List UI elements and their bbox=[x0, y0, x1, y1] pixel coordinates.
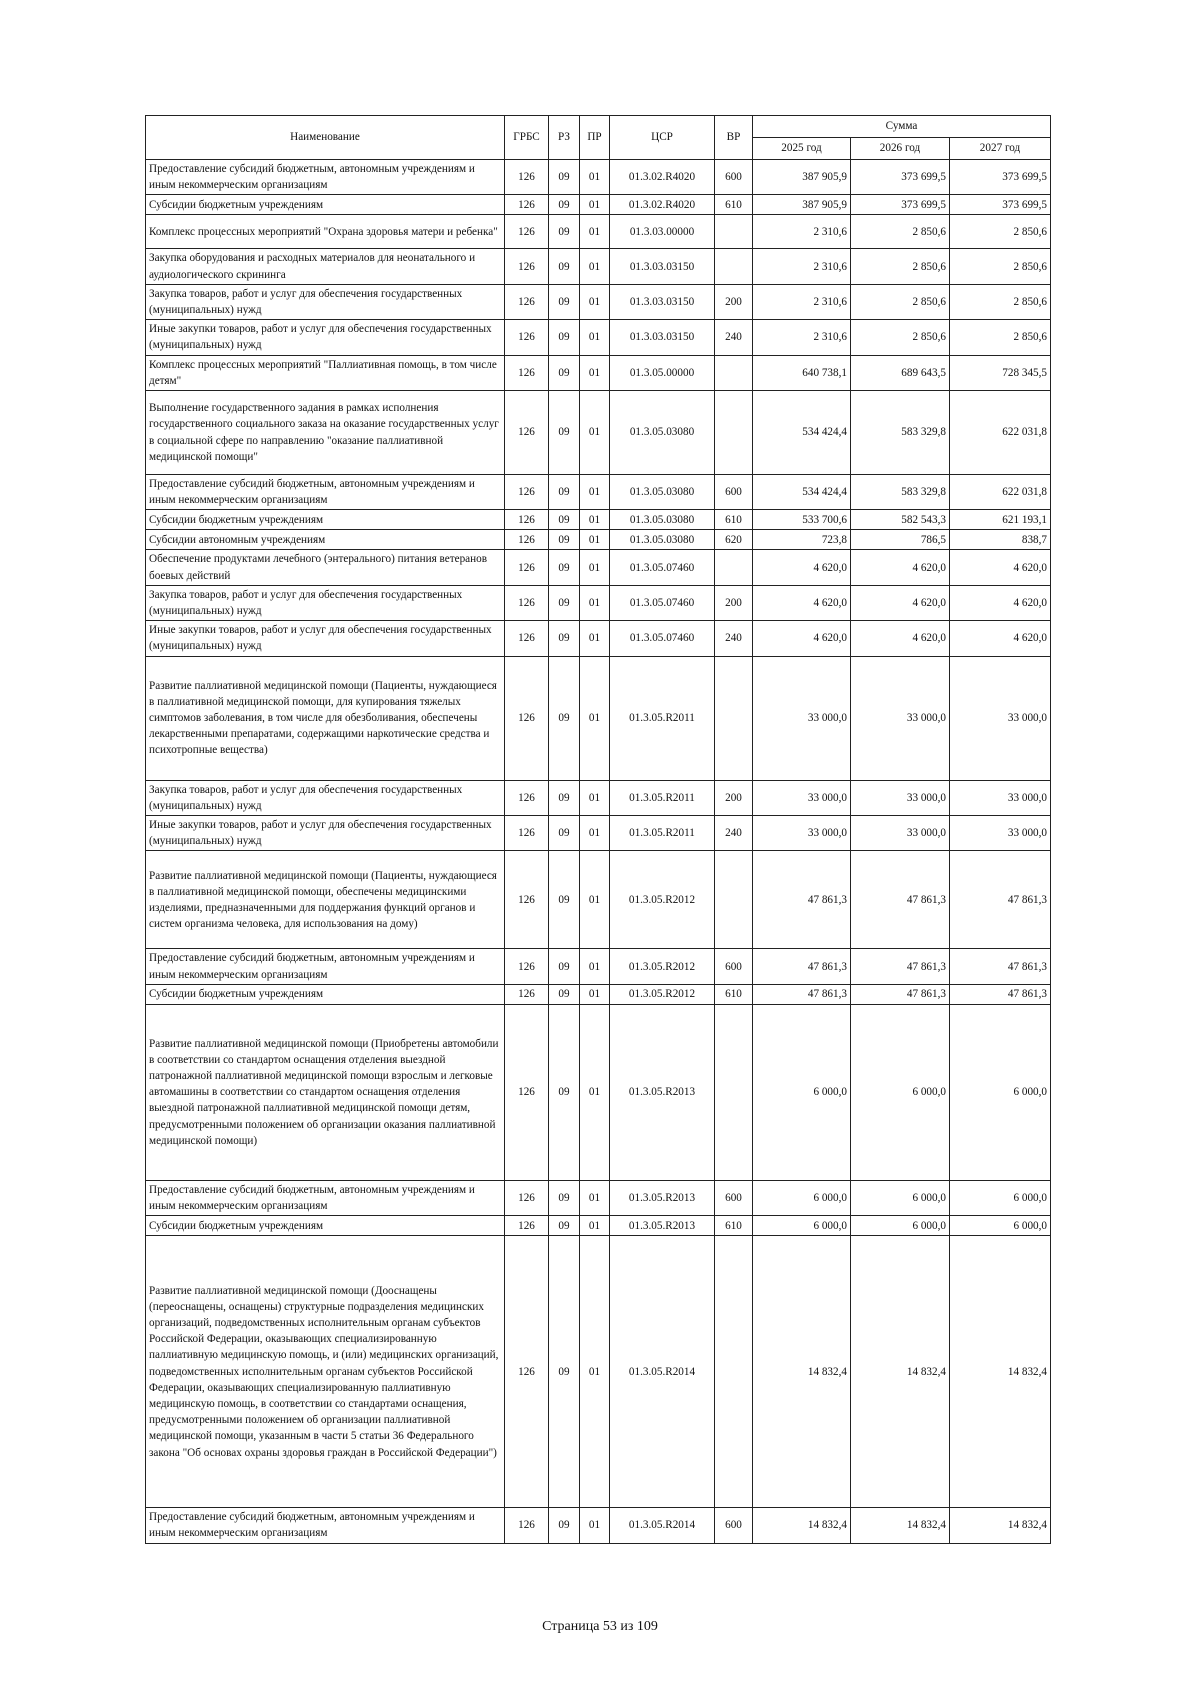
cell-2027: 2 850,6 bbox=[950, 215, 1051, 249]
table-row bbox=[146, 621, 1051, 656]
cell-2027: 6 000,0 bbox=[950, 1180, 1051, 1215]
cell-rz: 09 bbox=[549, 621, 580, 656]
cell-pr: 01 bbox=[580, 320, 610, 355]
cell-name: Субсидии автономным учреждениям bbox=[146, 530, 505, 550]
cell-vr: 610 bbox=[715, 984, 753, 1004]
cell-2025: 4 620,0 bbox=[753, 585, 851, 620]
table-row bbox=[146, 1216, 1051, 1236]
cell-2025: 14 832,4 bbox=[753, 1508, 851, 1543]
cell-vr: 600 bbox=[715, 160, 753, 195]
cell-name: Предоставление субсидий бюджетным, автономным учреждениям и иным некоммерческим организациям bbox=[146, 1508, 505, 1543]
table-row bbox=[146, 284, 1051, 319]
cell-2026: 582 543,3 bbox=[851, 510, 950, 530]
cell-name: Закупка оборудования и расходных материалов для неонатального и аудиологического скрининга bbox=[146, 249, 505, 284]
cell-rz: 09 bbox=[549, 215, 580, 249]
cell-2025: 6 000,0 bbox=[753, 1004, 851, 1180]
cell-csr: 01.3.05.R2012 bbox=[610, 851, 715, 949]
header-pr: ПР bbox=[580, 116, 610, 160]
cell-2025: 4 620,0 bbox=[753, 621, 851, 656]
cell-vr: 610 bbox=[715, 1216, 753, 1236]
table-row bbox=[146, 475, 1051, 510]
cell-grbs: 126 bbox=[505, 1004, 549, 1180]
cell-2026: 373 699,5 bbox=[851, 195, 950, 215]
cell-2026: 14 832,4 bbox=[851, 1508, 950, 1543]
cell-name: Обеспечение продуктами лечебного (энтерального) питания ветеранов боевых действий bbox=[146, 550, 505, 585]
cell-2025: 640 738,1 bbox=[753, 355, 851, 390]
cell-csr: 01.3.05.R2014 bbox=[610, 1236, 715, 1508]
cell-name: Субсидии бюджетным учреждениям bbox=[146, 984, 505, 1004]
table-row bbox=[146, 249, 1051, 284]
cell-grbs: 126 bbox=[505, 949, 549, 984]
cell-rz: 09 bbox=[549, 160, 580, 195]
cell-2027: 33 000,0 bbox=[950, 780, 1051, 815]
cell-2025: 534 424,4 bbox=[753, 391, 851, 475]
cell-csr: 01.3.05.07460 bbox=[610, 550, 715, 585]
cell-2026: 2 850,6 bbox=[851, 249, 950, 284]
cell-name: Развитие паллиативной медицинской помощи (Пациенты, нуждающиеся в паллиативной медицинской помощи, для купирования тяжелых симптомов заболевания, в том числе для обезболивания, обеспечены лекарственными препаратами, содержащими наркотические средства и психотропные вещества) bbox=[146, 656, 505, 780]
table-row bbox=[146, 550, 1051, 585]
table-row bbox=[146, 215, 1051, 249]
cell-csr: 01.3.05.00000 bbox=[610, 355, 715, 390]
cell-2026: 6 000,0 bbox=[851, 1004, 950, 1180]
cell-2027: 4 620,0 bbox=[950, 621, 1051, 656]
table-row bbox=[146, 160, 1051, 195]
cell-2025: 6 000,0 bbox=[753, 1180, 851, 1215]
table-row bbox=[146, 656, 1051, 780]
cell-csr: 01.3.02.R4020 bbox=[610, 195, 715, 215]
cell-2025: 534 424,4 bbox=[753, 475, 851, 510]
table-row bbox=[146, 780, 1051, 815]
cell-vr: 600 bbox=[715, 949, 753, 984]
cell-2027: 622 031,8 bbox=[950, 391, 1051, 475]
cell-csr: 01.3.05.R2013 bbox=[610, 1004, 715, 1180]
cell-2025: 47 861,3 bbox=[753, 851, 851, 949]
cell-2025: 2 310,6 bbox=[753, 215, 851, 249]
cell-name: Комплекс процессных мероприятий "Паллиативная помощь, в том числе детям" bbox=[146, 355, 505, 390]
cell-2025: 723,8 bbox=[753, 530, 851, 550]
cell-2027: 4 620,0 bbox=[950, 585, 1051, 620]
cell-pr: 01 bbox=[580, 780, 610, 815]
cell-name: Закупка товаров, работ и услуг для обеспечения государственных (муниципальных) нужд bbox=[146, 585, 505, 620]
cell-pr: 01 bbox=[580, 621, 610, 656]
cell-pr: 01 bbox=[580, 215, 610, 249]
cell-2025: 33 000,0 bbox=[753, 656, 851, 780]
cell-pr: 01 bbox=[580, 1216, 610, 1236]
cell-rz: 09 bbox=[549, 320, 580, 355]
cell-grbs: 126 bbox=[505, 530, 549, 550]
cell-vr: 200 bbox=[715, 780, 753, 815]
cell-grbs: 126 bbox=[505, 160, 549, 195]
cell-2025: 2 310,6 bbox=[753, 249, 851, 284]
cell-vr: 200 bbox=[715, 585, 753, 620]
cell-vr: 600 bbox=[715, 1180, 753, 1215]
cell-grbs: 126 bbox=[505, 320, 549, 355]
cell-2027: 33 000,0 bbox=[950, 656, 1051, 780]
cell-name: Развитие паллиативной медицинской помощи (Пациенты, нуждающиеся в паллиативной медицинской помощи, обеспечены медицинскими изделиями, предназначенными для поддержания функций органов и систем организма человека, для использования на дому) bbox=[146, 851, 505, 949]
cell-csr: 01.3.05.R2013 bbox=[610, 1216, 715, 1236]
cell-vr bbox=[715, 1004, 753, 1180]
cell-name: Выполнение государственного задания в рамках исполнения государственного социального заказа на оказание государственных услуг в социальной сфере по направлению "оказание паллиативной медицинской помощи" bbox=[146, 391, 505, 475]
cell-csr: 01.3.03.03150 bbox=[610, 249, 715, 284]
cell-grbs: 126 bbox=[505, 656, 549, 780]
cell-pr: 01 bbox=[580, 355, 610, 390]
cell-2025: 14 832,4 bbox=[753, 1236, 851, 1508]
table-body bbox=[146, 160, 1051, 1544]
cell-2026: 689 643,5 bbox=[851, 355, 950, 390]
cell-csr: 01.3.03.00000 bbox=[610, 215, 715, 249]
table-row bbox=[146, 1180, 1051, 1215]
cell-name: Предоставление субсидий бюджетным, автономным учреждениям и иным некоммерческим организациям bbox=[146, 1180, 505, 1215]
cell-2025: 47 861,3 bbox=[753, 949, 851, 984]
cell-rz: 09 bbox=[549, 780, 580, 815]
table-row bbox=[146, 391, 1051, 475]
cell-vr: 600 bbox=[715, 1508, 753, 1543]
cell-pr: 01 bbox=[580, 816, 610, 851]
cell-csr: 01.3.05.R2011 bbox=[610, 816, 715, 851]
cell-csr: 01.3.05.R2012 bbox=[610, 949, 715, 984]
table-row bbox=[146, 355, 1051, 390]
cell-csr: 01.3.03.03150 bbox=[610, 284, 715, 319]
cell-grbs: 126 bbox=[505, 249, 549, 284]
cell-name: Развитие паллиативной медицинской помощи (Приобретены автомобили в соответствии со стандартом оснащения отделения выездной патронажной паллиативной медицинской помощи взрослым и легковые автомашины в соответствии со стандартом оснащения отделения выездной патронажной паллиативной медицинской помощи детям, предусмотренными положением об организации оказания паллиативной медицинской помощи) bbox=[146, 1004, 505, 1180]
cell-pr: 01 bbox=[580, 1508, 610, 1543]
cell-2025: 2 310,6 bbox=[753, 284, 851, 319]
cell-grbs: 126 bbox=[505, 510, 549, 530]
cell-rz: 09 bbox=[549, 284, 580, 319]
cell-name: Закупка товаров, работ и услуг для обеспечения государственных (муниципальных) нужд bbox=[146, 284, 505, 319]
cell-csr: 01.3.05.R2013 bbox=[610, 1180, 715, 1215]
header-rz: РЗ bbox=[549, 116, 580, 160]
cell-2027: 838,7 bbox=[950, 530, 1051, 550]
cell-rz: 09 bbox=[549, 816, 580, 851]
cell-rz: 09 bbox=[549, 475, 580, 510]
cell-rz: 09 bbox=[549, 530, 580, 550]
table-row bbox=[146, 510, 1051, 530]
cell-csr: 01.3.05.03080 bbox=[610, 391, 715, 475]
cell-pr: 01 bbox=[580, 656, 610, 780]
cell-rz: 09 bbox=[549, 249, 580, 284]
cell-2027: 14 832,4 bbox=[950, 1236, 1051, 1508]
cell-vr bbox=[715, 656, 753, 780]
cell-2026: 786,5 bbox=[851, 530, 950, 550]
cell-vr: 610 bbox=[715, 510, 753, 530]
cell-2026: 4 620,0 bbox=[851, 585, 950, 620]
header-year-2027: 2027 год bbox=[950, 138, 1051, 160]
cell-grbs: 126 bbox=[505, 585, 549, 620]
cell-name: Комплекс процессных мероприятий "Охрана здоровья матери и ребенка" bbox=[146, 215, 505, 249]
cell-name: Иные закупки товаров, работ и услуг для обеспечения государственных (муниципальных) нужд bbox=[146, 816, 505, 851]
cell-vr: 200 bbox=[715, 284, 753, 319]
cell-2026: 33 000,0 bbox=[851, 656, 950, 780]
cell-pr: 01 bbox=[580, 550, 610, 585]
cell-2027: 2 850,6 bbox=[950, 284, 1051, 319]
cell-name: Субсидии бюджетным учреждениям bbox=[146, 510, 505, 530]
cell-name: Развитие паллиативной медицинской помощи (Дооснащены (переоснащены, оснащены) структурные подразделения медицинских организаций, подведомственных исполнительным органам субъектов Российской Федерации, оказывающих специализированную паллиативную медицинскую помощь, и (или) медицинских организаций, подведомственных исполнительным органам субъектов Российской Федерации, оказывающих специализированную паллиативную медицинскую помощь, в соответствии со стандартами оснащения, предусмотренными положением об организации паллиативной медицинской помощи, указанным в части 5 статьи 36 Федерального закона "Об основах охраны здоровья граждан в Российской Федерации") bbox=[146, 1236, 505, 1508]
cell-pr: 01 bbox=[580, 530, 610, 550]
cell-2025: 387 905,9 bbox=[753, 160, 851, 195]
cell-vr bbox=[715, 851, 753, 949]
cell-vr: 240 bbox=[715, 816, 753, 851]
cell-csr: 01.3.05.07460 bbox=[610, 621, 715, 656]
cell-name: Иные закупки товаров, работ и услуг для обеспечения государственных (муниципальных) нужд bbox=[146, 621, 505, 656]
cell-name: Субсидии бюджетным учреждениям bbox=[146, 195, 505, 215]
cell-grbs: 126 bbox=[505, 984, 549, 1004]
cell-rz: 09 bbox=[549, 656, 580, 780]
cell-csr: 01.3.05.03080 bbox=[610, 475, 715, 510]
table-row bbox=[146, 195, 1051, 215]
cell-vr: 240 bbox=[715, 621, 753, 656]
cell-pr: 01 bbox=[580, 284, 610, 319]
cell-pr: 01 bbox=[580, 585, 610, 620]
cell-2025: 4 620,0 bbox=[753, 550, 851, 585]
table-row bbox=[146, 1004, 1051, 1180]
cell-csr: 01.3.05.03080 bbox=[610, 530, 715, 550]
cell-2026: 583 329,8 bbox=[851, 391, 950, 475]
cell-grbs: 126 bbox=[505, 1508, 549, 1543]
table-row bbox=[146, 585, 1051, 620]
cell-rz: 09 bbox=[549, 949, 580, 984]
cell-2027: 14 832,4 bbox=[950, 1508, 1051, 1543]
cell-rz: 09 bbox=[549, 510, 580, 530]
cell-grbs: 126 bbox=[505, 391, 549, 475]
cell-2025: 2 310,6 bbox=[753, 320, 851, 355]
cell-2025: 533 700,6 bbox=[753, 510, 851, 530]
cell-2026: 2 850,6 bbox=[851, 320, 950, 355]
cell-2027: 47 861,3 bbox=[950, 984, 1051, 1004]
cell-csr: 01.3.03.03150 bbox=[610, 320, 715, 355]
cell-pr: 01 bbox=[580, 391, 610, 475]
page-number: Страница 53 из 109 bbox=[542, 1619, 658, 1634]
cell-pr: 01 bbox=[580, 249, 610, 284]
cell-csr: 01.3.05.R2011 bbox=[610, 656, 715, 780]
cell-2026: 47 861,3 bbox=[851, 949, 950, 984]
cell-grbs: 126 bbox=[505, 1236, 549, 1508]
cell-pr: 01 bbox=[580, 1236, 610, 1508]
cell-vr bbox=[715, 550, 753, 585]
cell-rz: 09 bbox=[549, 195, 580, 215]
cell-2027: 621 193,1 bbox=[950, 510, 1051, 530]
cell-rz: 09 bbox=[549, 984, 580, 1004]
cell-2027: 373 699,5 bbox=[950, 160, 1051, 195]
cell-grbs: 126 bbox=[505, 851, 549, 949]
cell-pr: 01 bbox=[580, 1180, 610, 1215]
cell-csr: 01.3.05.03080 bbox=[610, 510, 715, 530]
cell-vr bbox=[715, 391, 753, 475]
header-vr: ВР bbox=[715, 116, 753, 160]
cell-vr bbox=[715, 249, 753, 284]
cell-grbs: 126 bbox=[505, 780, 549, 815]
cell-grbs: 126 bbox=[505, 475, 549, 510]
cell-name: Субсидии бюджетным учреждениям bbox=[146, 1216, 505, 1236]
header-grbs: ГРБС bbox=[505, 116, 549, 160]
cell-2027: 6 000,0 bbox=[950, 1004, 1051, 1180]
cell-2026: 4 620,0 bbox=[851, 621, 950, 656]
cell-vr bbox=[715, 215, 753, 249]
table-row bbox=[146, 530, 1051, 550]
cell-2027: 6 000,0 bbox=[950, 1216, 1051, 1236]
cell-2027: 373 699,5 bbox=[950, 195, 1051, 215]
cell-2025: 6 000,0 bbox=[753, 1216, 851, 1236]
cell-pr: 01 bbox=[580, 475, 610, 510]
table-row bbox=[146, 816, 1051, 851]
cell-grbs: 126 bbox=[505, 1180, 549, 1215]
cell-vr: 620 bbox=[715, 530, 753, 550]
cell-rz: 09 bbox=[549, 585, 580, 620]
cell-rz: 09 bbox=[549, 1180, 580, 1215]
header-year-2026: 2026 год bbox=[851, 138, 950, 160]
cell-name: Иные закупки товаров, работ и услуг для обеспечения государственных (муниципальных) нужд bbox=[146, 320, 505, 355]
cell-grbs: 126 bbox=[505, 621, 549, 656]
cell-grbs: 126 bbox=[505, 550, 549, 585]
table-row bbox=[146, 851, 1051, 949]
header-csr: ЦСР bbox=[610, 116, 715, 160]
cell-csr: 01.3.05.R2012 bbox=[610, 984, 715, 1004]
cell-2026: 6 000,0 bbox=[851, 1216, 950, 1236]
cell-2026: 33 000,0 bbox=[851, 780, 950, 815]
cell-name: Предоставление субсидий бюджетным, автономным учреждениям и иным некоммерческим организациям bbox=[146, 160, 505, 195]
cell-2026: 47 861,3 bbox=[851, 984, 950, 1004]
cell-2027: 2 850,6 bbox=[950, 249, 1051, 284]
cell-rz: 09 bbox=[549, 851, 580, 949]
cell-grbs: 126 bbox=[505, 284, 549, 319]
cell-2027: 4 620,0 bbox=[950, 550, 1051, 585]
cell-rz: 09 bbox=[549, 1508, 580, 1543]
budget-table bbox=[145, 115, 1051, 1544]
cell-2026: 2 850,6 bbox=[851, 215, 950, 249]
cell-rz: 09 bbox=[549, 1216, 580, 1236]
cell-2025: 387 905,9 bbox=[753, 195, 851, 215]
cell-grbs: 126 bbox=[505, 215, 549, 249]
cell-pr: 01 bbox=[580, 1004, 610, 1180]
cell-rz: 09 bbox=[549, 1236, 580, 1508]
cell-2026: 33 000,0 bbox=[851, 816, 950, 851]
table-row bbox=[146, 984, 1051, 1004]
header-year-2025: 2025 год bbox=[753, 138, 851, 160]
cell-rz: 09 bbox=[549, 391, 580, 475]
cell-2026: 583 329,8 bbox=[851, 475, 950, 510]
cell-grbs: 126 bbox=[505, 195, 549, 215]
cell-vr: 600 bbox=[715, 475, 753, 510]
cell-2026: 4 620,0 bbox=[851, 550, 950, 585]
table-row bbox=[146, 320, 1051, 355]
table-row bbox=[146, 1508, 1051, 1543]
cell-pr: 01 bbox=[580, 851, 610, 949]
cell-csr: 01.3.05.R2014 bbox=[610, 1508, 715, 1543]
cell-2027: 622 031,8 bbox=[950, 475, 1051, 510]
cell-2027: 2 850,6 bbox=[950, 320, 1051, 355]
cell-vr: 610 bbox=[715, 195, 753, 215]
cell-2027: 47 861,3 bbox=[950, 949, 1051, 984]
cell-vr bbox=[715, 1236, 753, 1508]
cell-name: Предоставление субсидий бюджетным, автономным учреждениям и иным некоммерческим организациям bbox=[146, 949, 505, 984]
cell-name: Закупка товаров, работ и услуг для обеспечения государственных (муниципальных) нужд bbox=[146, 780, 505, 815]
cell-grbs: 126 bbox=[505, 355, 549, 390]
table-row bbox=[146, 1236, 1051, 1508]
cell-rz: 09 bbox=[549, 1004, 580, 1180]
cell-2025: 33 000,0 bbox=[753, 816, 851, 851]
cell-csr: 01.3.02.R4020 bbox=[610, 160, 715, 195]
cell-2026: 6 000,0 bbox=[851, 1180, 950, 1215]
cell-name: Предоставление субсидий бюджетным, автономным учреждениям и иным некоммерческим организациям bbox=[146, 475, 505, 510]
cell-2025: 47 861,3 bbox=[753, 984, 851, 1004]
cell-pr: 01 bbox=[580, 984, 610, 1004]
cell-2027: 47 861,3 bbox=[950, 851, 1051, 949]
cell-pr: 01 bbox=[580, 160, 610, 195]
cell-pr: 01 bbox=[580, 195, 610, 215]
cell-rz: 09 bbox=[549, 550, 580, 585]
cell-2026: 373 699,5 bbox=[851, 160, 950, 195]
cell-2027: 33 000,0 bbox=[950, 816, 1051, 851]
cell-pr: 01 bbox=[580, 949, 610, 984]
table-row bbox=[146, 949, 1051, 984]
cell-grbs: 126 bbox=[505, 816, 549, 851]
header-sum: Сумма bbox=[753, 116, 1051, 138]
cell-csr: 01.3.05.R2011 bbox=[610, 780, 715, 815]
cell-vr bbox=[715, 355, 753, 390]
cell-rz: 09 bbox=[549, 355, 580, 390]
cell-2026: 47 861,3 bbox=[851, 851, 950, 949]
cell-2026: 2 850,6 bbox=[851, 284, 950, 319]
header-name: Наименование bbox=[146, 116, 505, 160]
cell-2026: 14 832,4 bbox=[851, 1236, 950, 1508]
cell-2025: 33 000,0 bbox=[753, 780, 851, 815]
cell-pr: 01 bbox=[580, 510, 610, 530]
cell-vr: 240 bbox=[715, 320, 753, 355]
cell-grbs: 126 bbox=[505, 1216, 549, 1236]
cell-csr: 01.3.05.07460 bbox=[610, 585, 715, 620]
cell-2027: 728 345,5 bbox=[950, 355, 1051, 390]
